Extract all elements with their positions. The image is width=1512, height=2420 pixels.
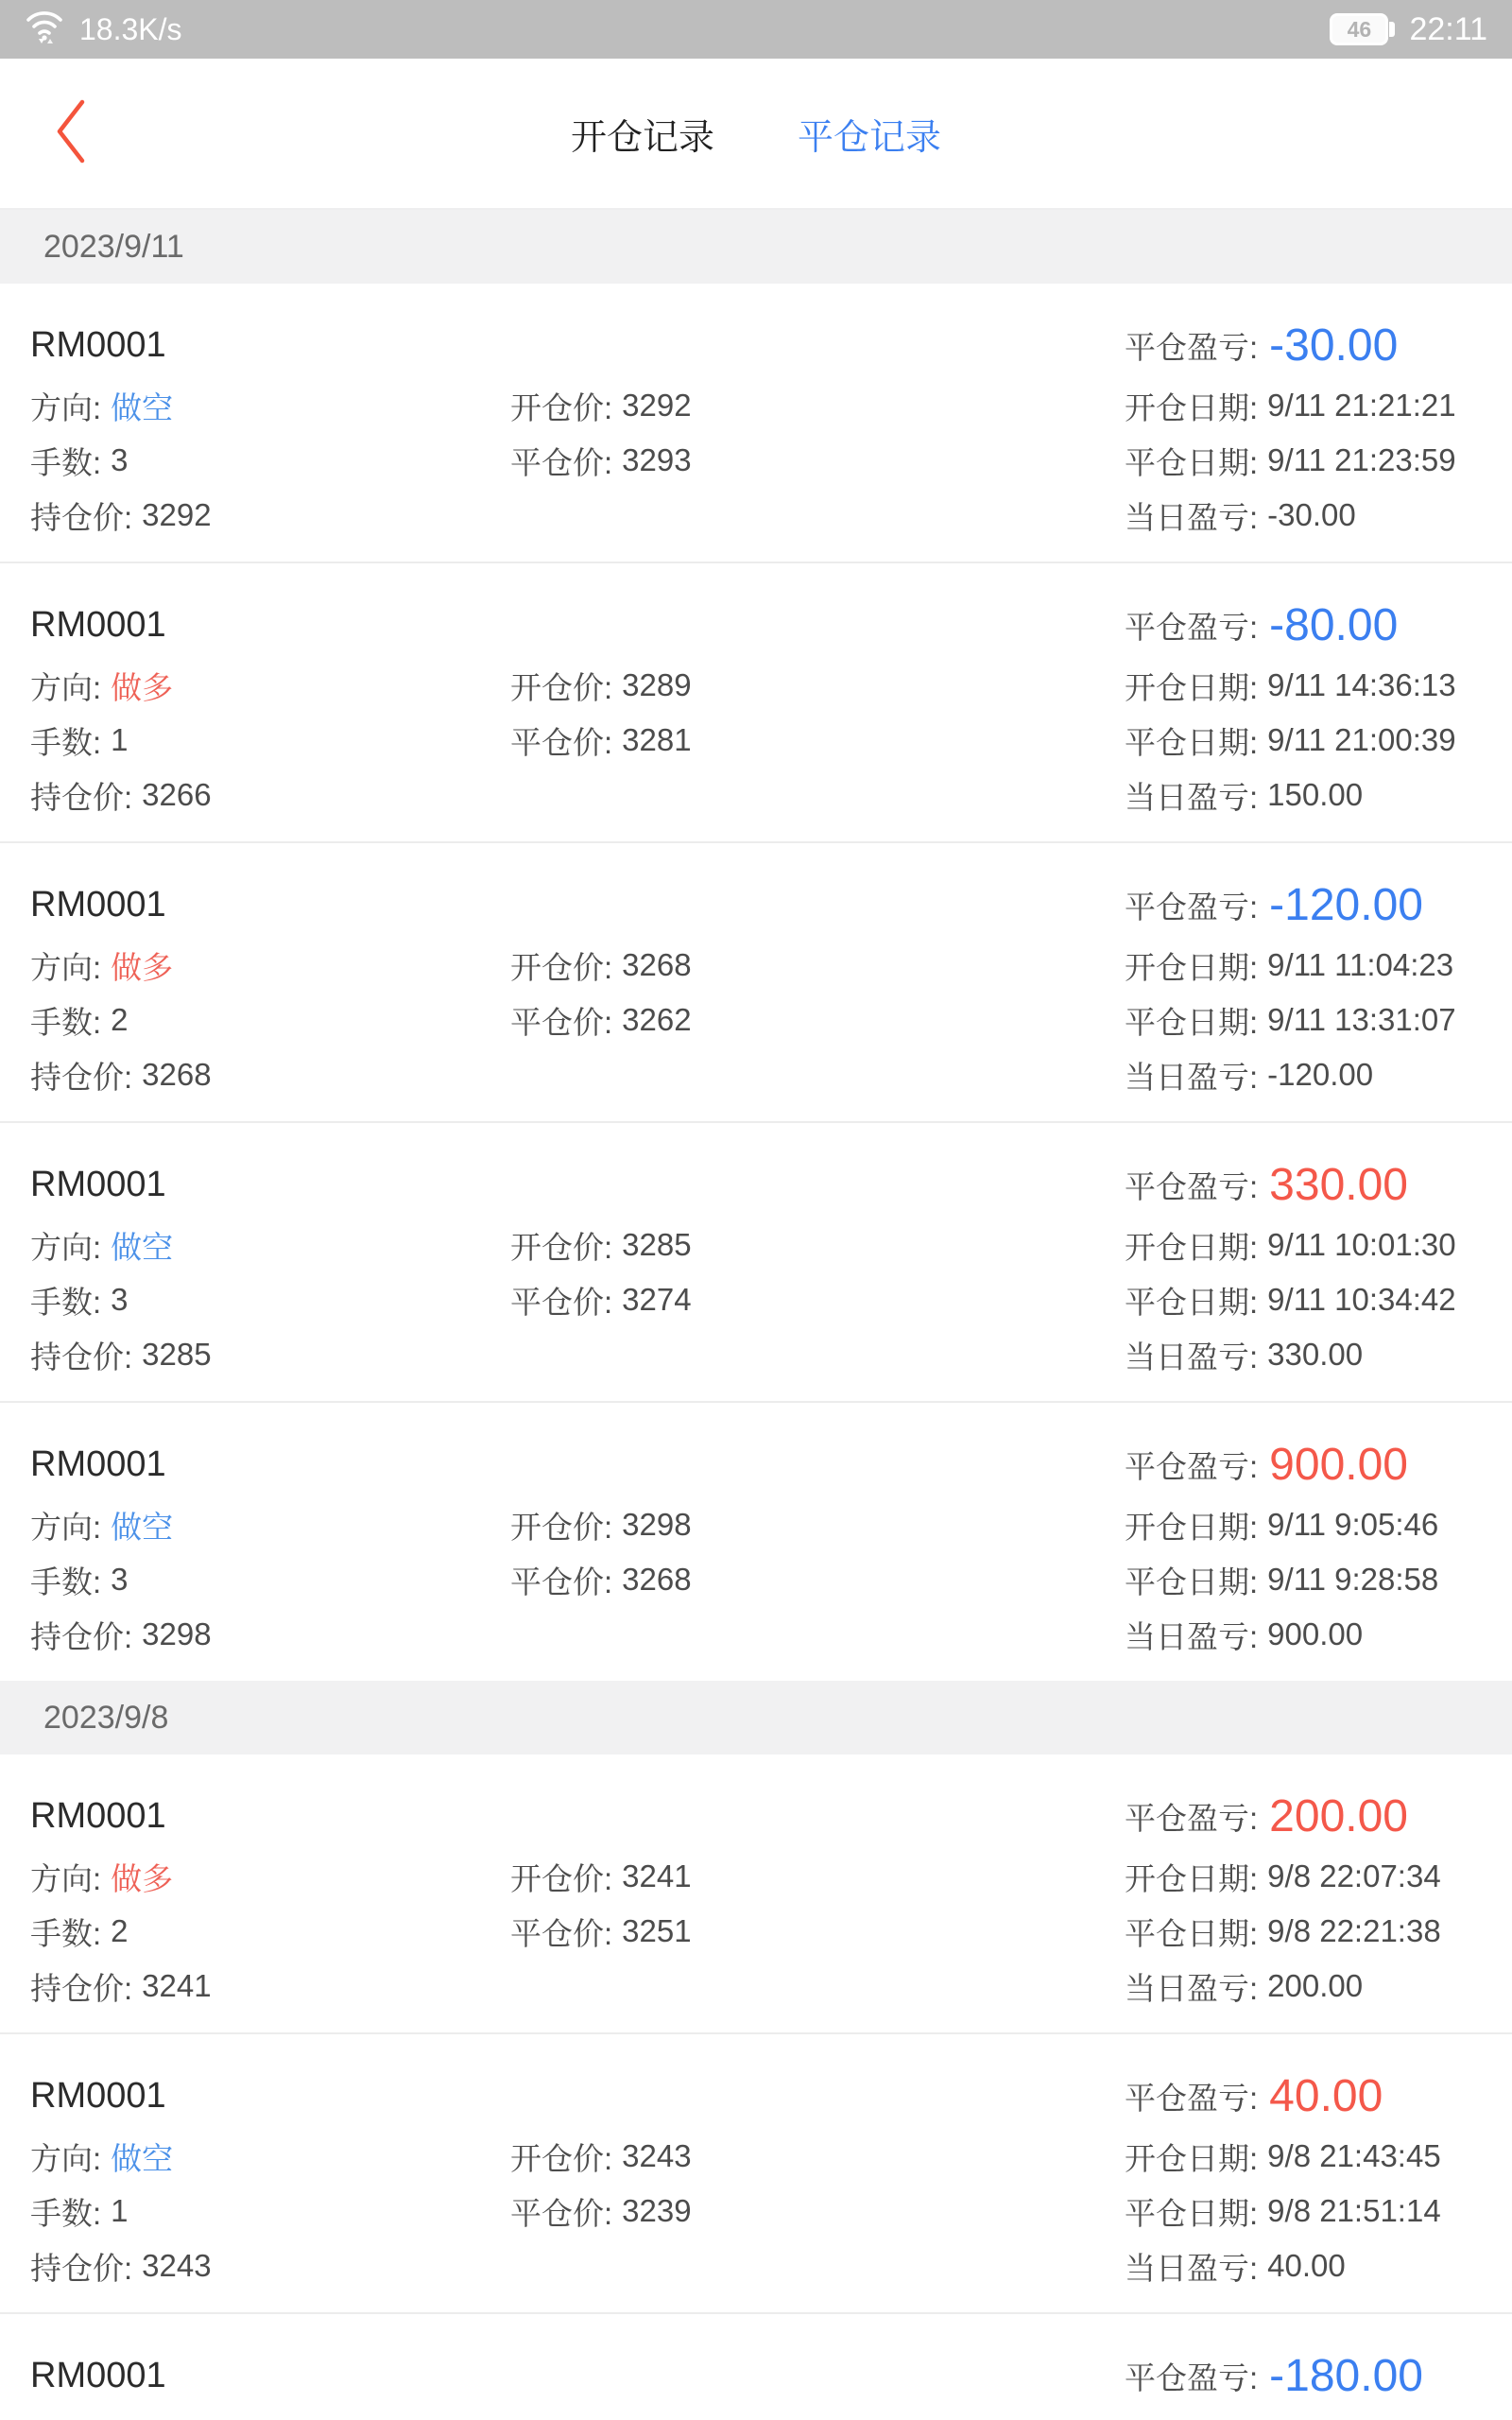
wifi-icon — [25, 8, 64, 51]
lots-value: 1 — [111, 722, 129, 757]
day-pnl: 当日盈亏: -120.00 — [1125, 1057, 1374, 1095]
hold-price-value: 3285 — [142, 1337, 212, 1372]
battery-icon — [1330, 13, 1388, 45]
close-price: 平仓价: 3281 — [510, 722, 692, 760]
close-pnl-value: 900.00 — [1269, 1439, 1408, 1490]
close-pnl — [1125, 2342, 1484, 2409]
date-label: 2023/9/8 — [43, 1699, 169, 1736]
hold-price-value: 3292 — [142, 497, 212, 532]
close-price-value: 3274 — [622, 1282, 692, 1317]
tab-close-records[interactable]: 平仓记录 — [798, 117, 942, 158]
records-list — [0, 210, 1512, 2420]
day-pnl: 当日盈亏: 900.00 — [1125, 1616, 1364, 1654]
contract-symbol: RM0001 — [30, 2355, 166, 2395]
close-pnl — [1125, 2063, 1484, 2129]
close-pnl — [1125, 1783, 1484, 1849]
open-date: 开仓日期: 9/11 9:05:46 — [1125, 1507, 1439, 1545]
lots-value: 2 — [111, 1002, 129, 1037]
contract-symbol: RM0001 — [30, 884, 166, 925]
day-pnl-value: -30.00 — [1267, 497, 1356, 532]
close-pnl-label: 平仓盈亏: — [1125, 2080, 1259, 2116]
close-pnl-value: -80.00 — [1269, 599, 1399, 650]
close-date-value: 9/11 9:28:58 — [1267, 1562, 1439, 1597]
direction-value: 做多 — [111, 949, 174, 985]
hold-price-value: 3268 — [142, 1057, 212, 1092]
open-price-value: 3298 — [622, 1507, 692, 1542]
open-date: 开仓日期: 9/8 21:43:45 — [1125, 2138, 1441, 2176]
open-date: 开仓日期: 9/11 21:21:21 — [1125, 388, 1456, 425]
close-pnl-value: -180.00 — [1269, 2350, 1423, 2401]
close-pnl-label: 平仓盈亏: — [1125, 889, 1259, 925]
lots-value: 2 — [111, 1913, 129, 1948]
open-price-value: 3292 — [622, 388, 692, 423]
close-price: 平仓价: 3262 — [510, 1002, 692, 1040]
day-pnl-value: -120.00 — [1267, 1057, 1374, 1092]
open-price-value: 3289 — [622, 667, 692, 702]
close-pnl-value: -30.00 — [1269, 320, 1399, 371]
open-price-value: 3243 — [622, 2138, 692, 2173]
direction: 方向: 做空 — [30, 2129, 510, 2184]
close-date: 平仓日期: 9/11 21:23:59 — [1125, 442, 1456, 480]
hold-price-value: 3298 — [142, 1616, 212, 1651]
lots: 手数: 3 — [30, 442, 129, 480]
close-pnl — [1125, 872, 1484, 938]
close-pnl-label: 平仓盈亏: — [1125, 1800, 1259, 1836]
open-date-value: 9/11 10:01:30 — [1267, 1227, 1456, 1262]
open-date: 开仓日期: 9/11 11:04:23 — [1125, 947, 1454, 985]
direction: 方向: 做多 — [30, 1849, 510, 1904]
day-pnl-value: 330.00 — [1267, 1337, 1364, 1372]
status-bar — [0, 0, 1512, 59]
lots: 手数: 1 — [30, 2193, 129, 2231]
open-date-value: 9/8 21:43:45 — [1267, 2138, 1441, 2173]
chevron-left-icon — [53, 97, 89, 170]
direction-value: 做多 — [111, 1860, 174, 1896]
hold-price-value: 3243 — [142, 2248, 212, 2283]
direction-value: 做多 — [111, 669, 174, 705]
open-price: 开仓价: 3243 — [510, 2138, 692, 2176]
close-price: 平仓价: 3268 — [510, 1562, 692, 1599]
hold-price: 持仓价: 3285 — [30, 1337, 212, 1374]
close-price-value: 3262 — [622, 1002, 692, 1037]
close-pnl — [1125, 312, 1484, 378]
open-price: 开仓价: 3268 — [510, 947, 692, 985]
day-pnl: 当日盈亏: 40.00 — [1125, 2248, 1346, 2286]
hold-price-value: 3266 — [142, 777, 212, 812]
close-pnl-value: 200.00 — [1269, 1790, 1408, 1841]
lots: 手数: 2 — [30, 1002, 129, 1040]
tab-open-records[interactable]: 开仓记录 — [570, 117, 714, 158]
close-price-value: 3251 — [622, 1913, 692, 1948]
direction: 方向: 做空 — [30, 1497, 510, 1552]
direction: 方向: 做多 — [30, 938, 510, 993]
back-button[interactable] — [53, 97, 98, 169]
close-date-value: 9/11 10:34:42 — [1267, 1282, 1456, 1317]
close-date: 平仓日期: 9/11 21:00:39 — [1125, 722, 1456, 760]
day-pnl-value: 40.00 — [1267, 2248, 1346, 2283]
open-price: 开仓价: 3241 — [510, 1858, 692, 1896]
open-date-value: 9/8 22:07:34 — [1267, 1858, 1441, 1893]
close-pnl-label: 平仓盈亏: — [1125, 609, 1259, 645]
direction-value: 做空 — [111, 1229, 174, 1265]
open-price-value: 3268 — [622, 947, 692, 982]
network-speed: 18.3K/s — [79, 11, 182, 46]
open-price: 开仓价: 3298 — [510, 1507, 692, 1545]
close-price: 平仓价: 3274 — [510, 1282, 692, 1320]
trade-record[interactable] — [0, 1121, 1512, 1401]
close-price: 平仓价: 3293 — [510, 442, 692, 480]
day-pnl-value: 150.00 — [1267, 777, 1364, 812]
close-pnl — [1125, 1151, 1484, 1218]
date-section-header — [0, 210, 1512, 284]
lots-value: 3 — [111, 1562, 129, 1597]
close-pnl-value: 330.00 — [1269, 1159, 1408, 1210]
close-pnl-value: -120.00 — [1269, 879, 1423, 930]
direction-value: 做空 — [111, 1509, 174, 1545]
contract-symbol: RM0001 — [30, 1443, 166, 1484]
lots-value: 3 — [111, 442, 129, 477]
day-pnl-value: 900.00 — [1267, 1616, 1364, 1651]
trade-record[interactable] — [0, 2312, 1512, 2420]
open-price: 开仓价: 3292 — [510, 388, 692, 425]
battery-level: 46 — [1347, 16, 1372, 42]
contract-symbol: RM0001 — [30, 1795, 166, 1836]
direction-value: 做空 — [111, 2140, 174, 2176]
close-date: 平仓日期: 9/8 22:21:38 — [1125, 1913, 1441, 1951]
lots-value: 3 — [111, 1282, 129, 1317]
date-label: 2023/9/11 — [43, 228, 184, 265]
close-pnl — [1125, 1431, 1484, 1497]
day-pnl: 当日盈亏: 330.00 — [1125, 1337, 1364, 1374]
close-date-value: 9/11 13:31:07 — [1267, 1002, 1456, 1037]
close-date-value: 9/8 21:51:14 — [1267, 2193, 1441, 2228]
hold-price: 持仓价: 3241 — [30, 1968, 212, 2006]
open-price-value: 3285 — [622, 1227, 692, 1262]
open-date: 开仓日期: 9/11 14:36:13 — [1125, 667, 1456, 705]
direction: 方向: 做多 — [30, 658, 510, 713]
lots: 手数: 3 — [30, 1282, 129, 1320]
direction-value: 做空 — [111, 389, 174, 425]
close-pnl-label: 平仓盈亏: — [1125, 2360, 1259, 2395]
hold-price-value: 3241 — [142, 1968, 212, 2003]
hold-price: 持仓价: 3268 — [30, 1057, 212, 1095]
open-date-value: 9/11 21:21:21 — [1267, 388, 1456, 423]
close-date-value: 9/11 21:23:59 — [1267, 442, 1456, 477]
status-time: 22:11 — [1409, 10, 1487, 47]
close-pnl-label: 平仓盈亏: — [1125, 1448, 1259, 1484]
contract-symbol: RM0001 — [30, 324, 166, 365]
direction: 方向: 做空 — [30, 1218, 510, 1272]
close-pnl-label: 平仓盈亏: — [1125, 329, 1259, 365]
open-date: 开仓日期: 9/8 22:07:34 — [1125, 1858, 1441, 1896]
close-date: 平仓日期: 9/11 13:31:07 — [1125, 1002, 1456, 1040]
open-price-value: 3241 — [622, 1858, 692, 1893]
lots: 手数: 1 — [30, 722, 129, 760]
open-price: 开仓价: 3285 — [510, 1227, 692, 1265]
close-price-value: 3239 — [622, 2193, 692, 2228]
close-pnl-label: 平仓盈亏: — [1125, 1168, 1259, 1204]
open-date-value: 9/11 11:04:23 — [1267, 947, 1454, 982]
lots: 手数: 2 — [30, 1913, 129, 1951]
direction: 方向: 做空 — [30, 378, 510, 433]
trade-record[interactable] — [0, 1754, 1512, 2032]
day-pnl: 当日盈亏: 200.00 — [1125, 1968, 1364, 2006]
day-pnl: 当日盈亏: 150.00 — [1125, 777, 1364, 815]
close-date-value: 9/11 21:00:39 — [1267, 722, 1456, 757]
close-pnl — [1125, 592, 1484, 658]
close-date: 平仓日期: 9/11 10:34:42 — [1125, 1282, 1456, 1320]
close-price: 平仓价: 3251 — [510, 1913, 692, 1951]
close-pnl-value: 40.00 — [1269, 2070, 1383, 2121]
contract-symbol: RM0001 — [30, 604, 166, 645]
close-date: 平仓日期: 9/11 9:28:58 — [1125, 1562, 1439, 1599]
day-pnl-value: 200.00 — [1267, 1968, 1364, 2003]
close-price-value: 3268 — [622, 1562, 692, 1597]
hold-price: 持仓价: 3298 — [30, 1616, 212, 1654]
day-pnl: 当日盈亏: -30.00 — [1125, 497, 1356, 535]
hold-price: 持仓价: 3292 — [30, 497, 212, 535]
contract-symbol: RM0001 — [30, 2075, 166, 2116]
nav-header — [0, 59, 1512, 210]
trade-record[interactable] — [0, 2032, 1512, 2312]
trade-record[interactable] — [0, 284, 1512, 562]
open-date-value: 9/11 9:05:46 — [1267, 1507, 1439, 1542]
lots: 手数: 3 — [30, 1562, 129, 1599]
trade-record[interactable] — [0, 1401, 1512, 1681]
hold-price: 持仓价: 3266 — [30, 777, 212, 815]
open-price: 开仓价: 3289 — [510, 667, 692, 705]
contract-symbol: RM0001 — [30, 1164, 166, 1204]
date-section-header — [0, 1681, 1512, 1754]
trade-record[interactable] — [0, 841, 1512, 1121]
close-price-value: 3293 — [622, 442, 692, 477]
lots-value: 1 — [111, 2193, 129, 2228]
open-date-value: 9/11 14:36:13 — [1267, 667, 1456, 702]
close-date-value: 9/8 22:21:38 — [1267, 1913, 1441, 1948]
close-price-value: 3281 — [622, 722, 692, 757]
close-price: 平仓价: 3239 — [510, 2193, 692, 2231]
close-date: 平仓日期: 9/8 21:51:14 — [1125, 2193, 1441, 2231]
trade-record[interactable] — [0, 562, 1512, 841]
open-date: 开仓日期: 9/11 10:01:30 — [1125, 1227, 1456, 1265]
hold-price: 持仓价: 3243 — [30, 2248, 212, 2286]
